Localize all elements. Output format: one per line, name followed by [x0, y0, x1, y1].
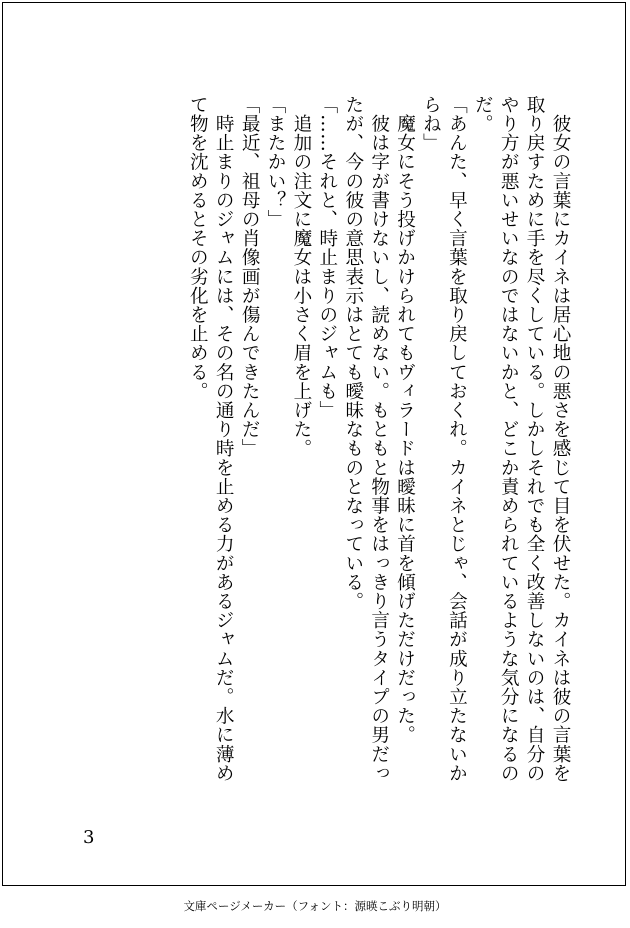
text-line: 「またかい？」 — [265, 95, 287, 229]
text-line: だ。 — [472, 95, 494, 134]
text-line: 時止まりのジャムには、その名の通り時を止める力があるジャムだ。水に薄め — [213, 95, 235, 783]
text-line: やり方が悪いせいなのではないかと、どこか責められているような気分になるの — [498, 95, 520, 783]
text-line: 追加の注文に魔女は小さく眉を上げた。 — [290, 95, 312, 458]
text-line: 彼女の言葉にカイネは居心地の悪さを感じて目を伏せた。カイネは彼の言葉を — [550, 95, 571, 783]
text-line: たが、今の彼の意思表示はとても曖昧なものとなっている。 — [342, 95, 364, 611]
page-number: 3 — [83, 827, 95, 848]
text-line: 彼は字が書けないし、読めない。もともと物事をはっきり言うタイプの男だっ — [368, 95, 390, 783]
text-line: 取り戻すために手を尽くしている。しかしそれでも全く改善しないのは、自分の — [524, 95, 546, 783]
body-text — [184, 95, 573, 835]
text-line: 「……それと、時止まりのジャムも」 — [316, 95, 338, 420]
footer-caption: 文庫ページメーカー（フォント：源暎こぶり明朝） — [183, 899, 447, 913]
page-frame — [2, 2, 626, 886]
text-line: 「あんた、早く言葉を取り戻しておくれ。カイネとじゃ、会話が成り立たないか — [446, 95, 468, 783]
text-line: らね」 — [420, 95, 442, 153]
text-line: て物を沈めるとその劣化を止める。 — [187, 95, 209, 401]
text-line: 「最近、祖母の肖像画が傷んできたんだ」 — [239, 95, 261, 458]
text-line: 魔女にそう投げかけられてもヴィラードは曖昧に首を傾げただけだった。 — [394, 95, 416, 745]
